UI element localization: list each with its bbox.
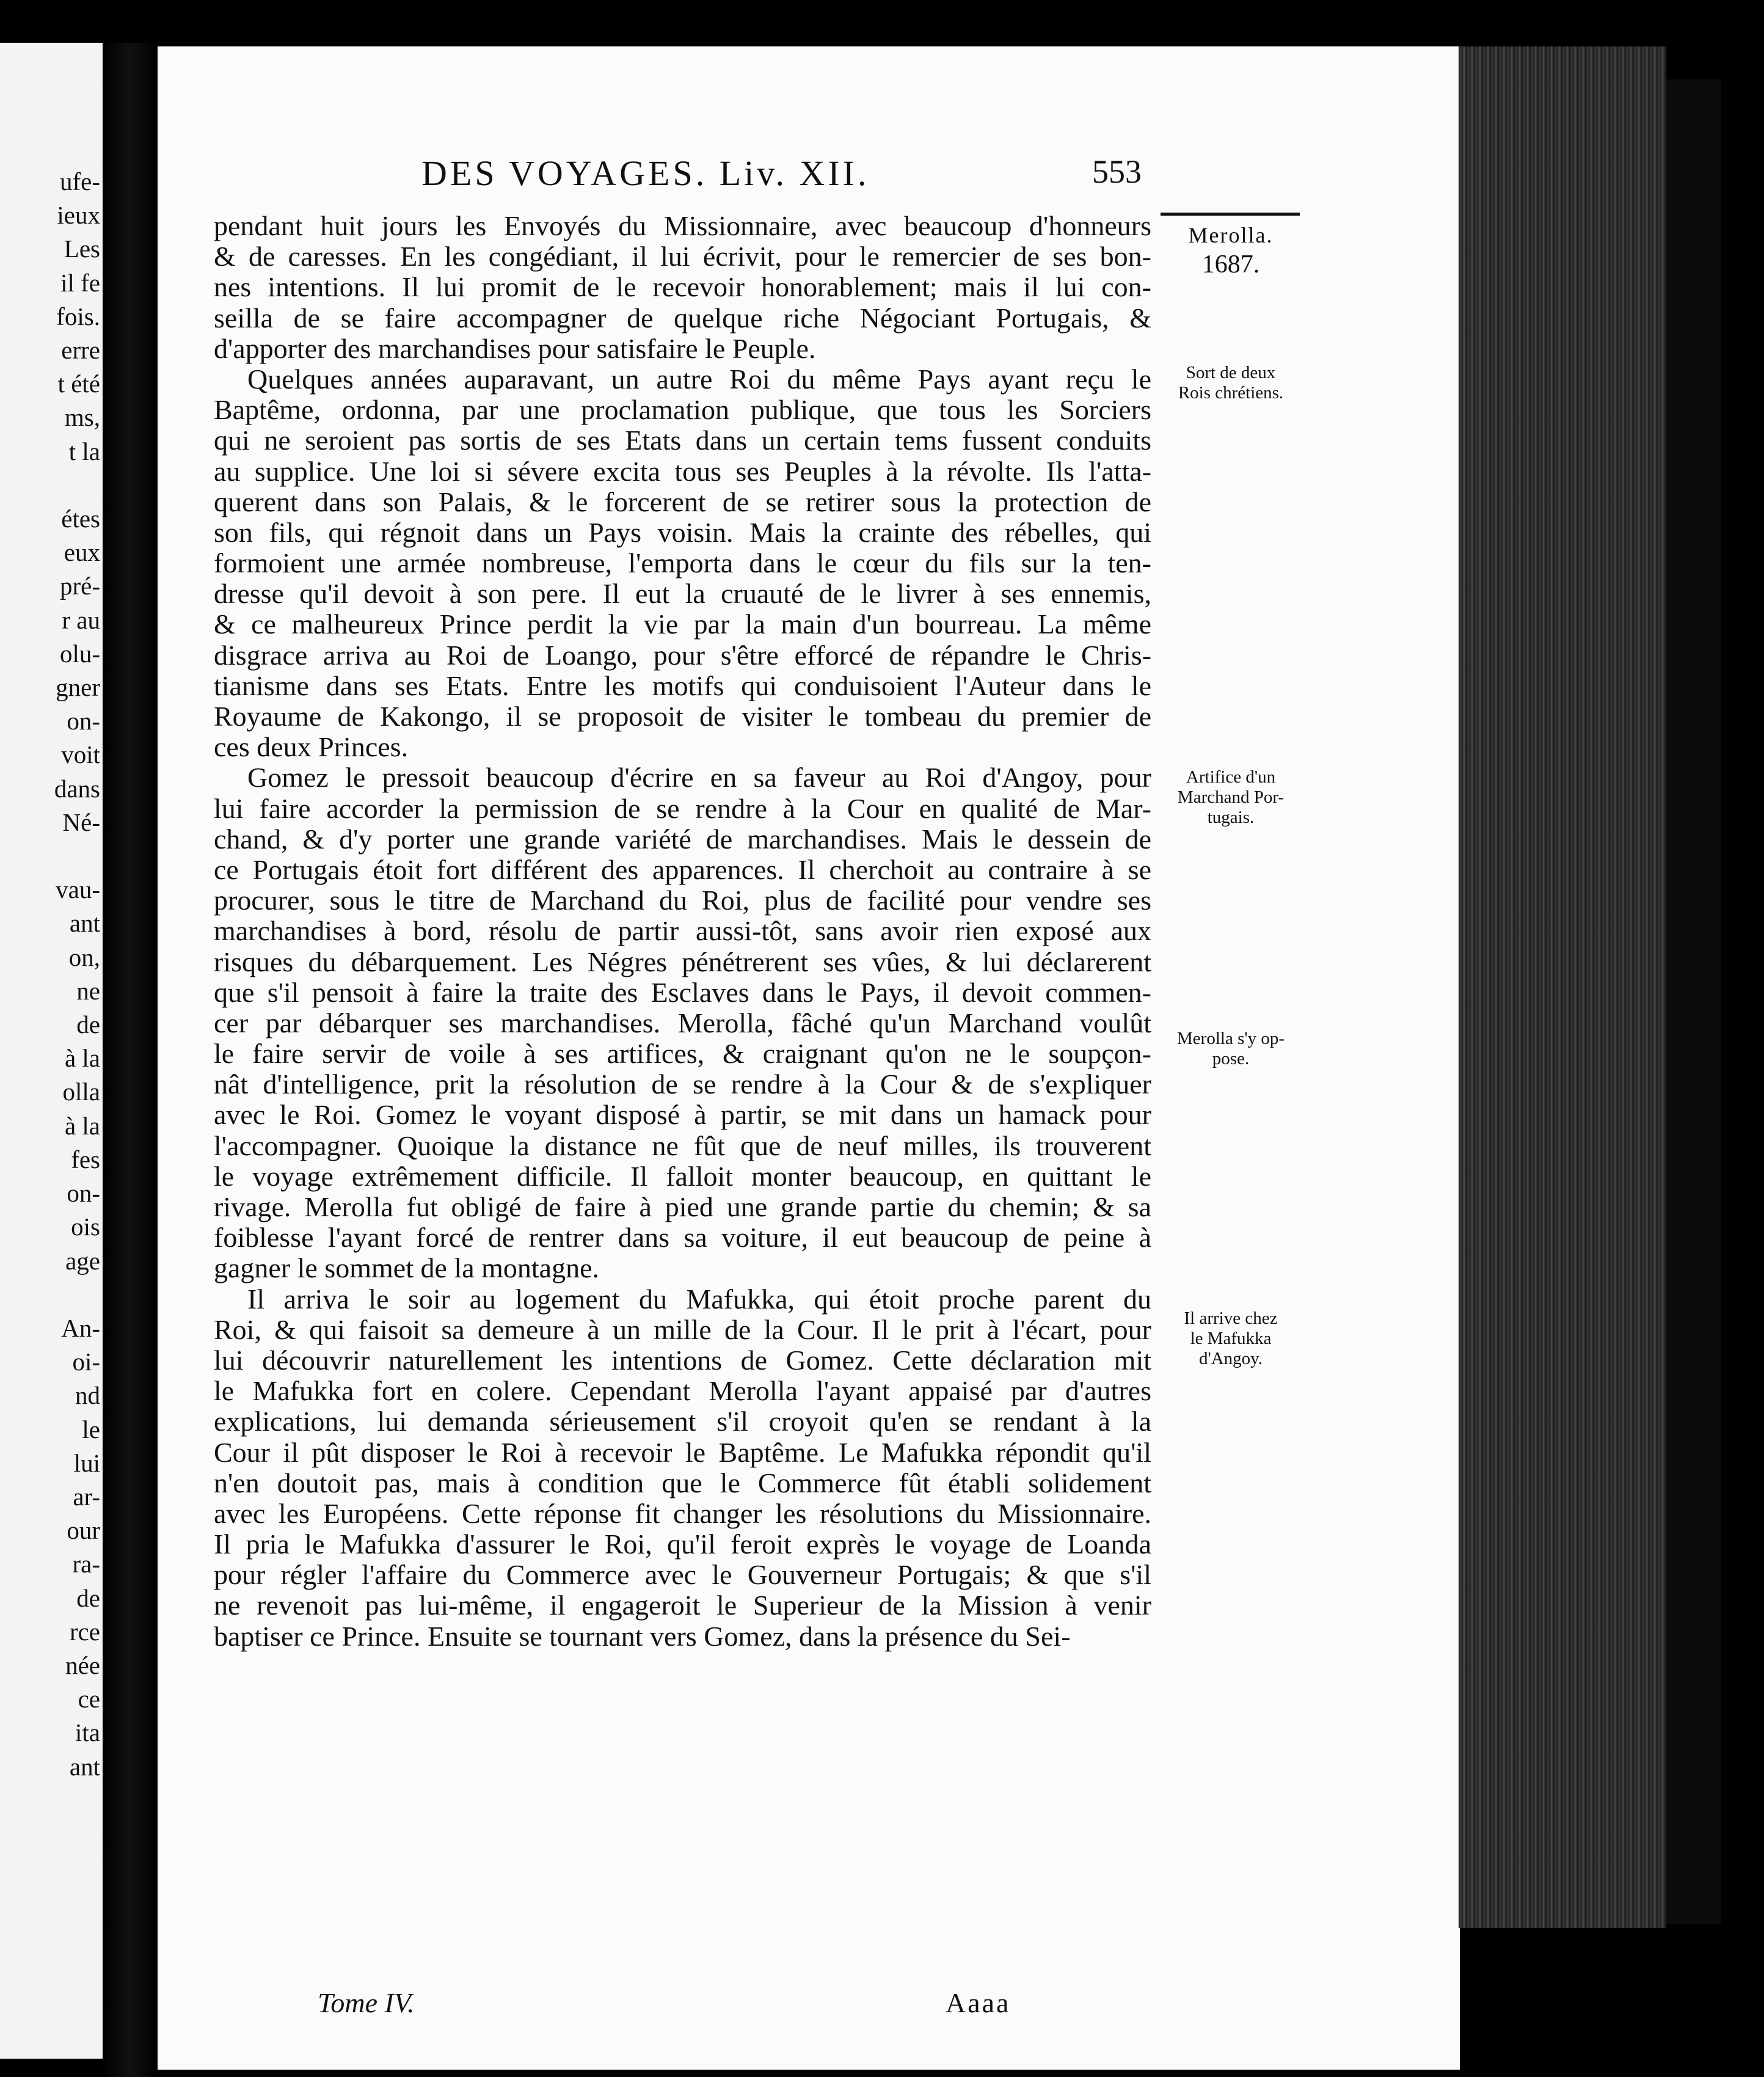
text-line: son fils, qui régnoit dans un Pays voisin. Mais la crainte des rébelles, qui xyxy=(214,516,1151,548)
text-line: au supplice. Une loi si sévere excita tous ses Peuples à la révolte. Ils l'atta- xyxy=(214,455,1151,487)
left-page-line: t été xyxy=(57,370,100,398)
left-page-line: ois xyxy=(71,1213,100,1241)
text-line: ces deux Princes. xyxy=(214,731,409,763)
left-page-line: à la xyxy=(64,1044,100,1073)
body-text xyxy=(214,211,1151,1652)
left-page-line xyxy=(54,1278,100,1312)
text-line: l'accompagner. Quoique la distance ne fût que de neuf milles, ils trouverent xyxy=(214,1130,1151,1161)
margin-note-line: Rois chrétiens. xyxy=(1178,383,1284,403)
text-line: avec les Européens. Cette réponse fit changer les résolutions du Missionnaire. xyxy=(214,1497,1151,1529)
text-line: explications, lui demanda sérieusement s'il croyoit qu'en se rendant à la xyxy=(214,1406,1151,1437)
left-page-line: voit xyxy=(61,740,100,769)
text-line: lui faire accorder la permission de se rendre à la Cour en qualité de Mar- xyxy=(214,792,1151,824)
page-edges xyxy=(1459,46,1666,1928)
left-page-line: t la xyxy=(68,437,100,465)
left-page-line: dans xyxy=(54,774,100,803)
margin-note-line: tugais. xyxy=(1207,808,1255,827)
left-page-line: ufe- xyxy=(59,167,100,195)
margin-rule xyxy=(1161,213,1300,216)
text-line: risques du débarquement. Les Négres pénétrerent ses vûes, & lui déclarerent xyxy=(214,946,1151,977)
margin-note-line: pose. xyxy=(1212,1049,1250,1068)
left-page-line: Les xyxy=(64,235,100,263)
left-page-line: ra- xyxy=(72,1550,100,1579)
left-page-line: Né- xyxy=(62,808,100,836)
left-page-fragment xyxy=(0,43,103,2059)
text-line: foiblesse l'ayant forcé de rentrer dans sa voiture, il eut beaucoup de peine à xyxy=(214,1222,1151,1254)
text-line: seilla de se faire accompagner de quelque riche Négociant Portugais, & xyxy=(214,302,1151,334)
page-number: 553 xyxy=(1092,153,1142,190)
margin-note xyxy=(1161,363,1301,403)
text-line: dresse qu'il devoit à son pere. Il eut la cruauté de le livrer à ses ennemis, xyxy=(214,578,1151,610)
left-page-line: lui xyxy=(73,1448,100,1477)
text-line: rivage. Merolla fut obligé de faire à pied une grande partie du chemin; & sa xyxy=(214,1191,1151,1222)
text-line: le Mafukka fort en colere. Cependant Merolla l'ayant appaisé par d'autres xyxy=(214,1375,1151,1407)
text-line: disgrace arriva au Roi de Loango, pour s'être efforcé de répandre le Chris- xyxy=(214,639,1151,671)
left-page-line: rce xyxy=(69,1617,100,1646)
text-line: le faire servir de voile à ses artifices, & craignant qu'on ne le soupçon- xyxy=(214,1038,1151,1070)
left-page-line: ar- xyxy=(73,1482,100,1511)
book-cover-edge xyxy=(1666,79,1721,1924)
left-page-line: ieux xyxy=(57,201,100,230)
left-page-line: on, xyxy=(68,943,100,971)
text-line: n'en doutoit pas, mais à condition que le Commerce fût établi solidement xyxy=(214,1467,1151,1498)
text-line: d'apporter des marchandises pour satisfaire le Peuple. xyxy=(214,332,816,364)
text-line: ce Portugais étoit fort différent des apparences. Il cherchoit au contraire à se xyxy=(214,853,1151,885)
text-line: baptiser ce Prince. Ensuite se tournant vers Gomez, dans la présence du Sei- xyxy=(214,1620,1071,1652)
left-page-line: étes xyxy=(61,505,100,533)
left-page-line: on- xyxy=(67,1179,100,1208)
margin-note-line: Sort de deux xyxy=(1186,363,1276,382)
left-page-line: ce xyxy=(78,1685,100,1714)
text-line: gagner le sommet de la montagne. xyxy=(214,1252,600,1284)
text-line: Quelques années auparavant, un autre Roi du même Pays ayant reçu le xyxy=(247,363,1151,395)
margin-note-line: Merolla s'y op- xyxy=(1177,1029,1285,1048)
margin-note-line: le Mafukka xyxy=(1190,1329,1272,1348)
text-line: pendant huit jours les Envoyés du Missionnaire, avec beaucoup d'honneurs xyxy=(214,210,1151,241)
left-page-line: erre xyxy=(61,336,100,365)
margin-note xyxy=(1161,1029,1301,1069)
text-line: chand, & d'y porter une grande variété de marchandises. Mais le dessein de xyxy=(214,823,1151,855)
left-page-line: le xyxy=(82,1415,100,1444)
text-line: le voyage extrêmement difficile. Il falloit monter beaucoup, en quittant le xyxy=(214,1160,1151,1192)
margin-note-line: Il arrive chez xyxy=(1184,1309,1278,1328)
text-line: & de caresses. En les congédiant, il lui écrivit, pour le remercier de ses bon- xyxy=(214,241,1151,272)
left-page-line: ne xyxy=(76,976,100,1005)
left-page-line: our xyxy=(67,1516,100,1545)
text-line: nât d'intelligence, prit la résolution de se rendre à la Cour & de s'expliquer xyxy=(214,1068,1151,1100)
volume-label: Tome IV. xyxy=(318,1987,415,2018)
margin-note-line: Artifice d'un xyxy=(1186,767,1276,787)
left-page-line: eux xyxy=(64,538,100,567)
text-line: marchandises à bord, résolu de partir aussi-tôt, sans avoir rien exposé aux xyxy=(214,915,1151,947)
margin-year: 1687. xyxy=(1201,250,1260,279)
text-line: nes intentions. Il lui promit de le recevoir honorablement; mais il lui con- xyxy=(214,271,1151,303)
text-line: Cour il pût disposer le Roi à recevoir le Baptême. Le Mafukka répondit qu'il xyxy=(214,1436,1151,1468)
left-page-line: de xyxy=(76,1010,100,1039)
text-line: querent dans son Palais, & le forcerent de se retirer sous la protection de xyxy=(214,486,1151,517)
left-page-line: olla xyxy=(62,1078,100,1106)
margin-note xyxy=(1161,1309,1301,1369)
left-page-line: de xyxy=(76,1583,100,1612)
left-page-line: An- xyxy=(61,1313,100,1342)
left-page-text xyxy=(54,165,100,1784)
left-page-line: ita xyxy=(75,1718,100,1747)
left-page-line: née xyxy=(65,1651,100,1679)
running-head: DES VOYAGES. Liv. XII. xyxy=(421,153,870,193)
margin-author: Merolla. xyxy=(1188,223,1274,247)
text-line: & ce malheureux Prince perdit la vie par la main d'un bourreau. La même xyxy=(214,608,1151,640)
left-page-line xyxy=(54,469,100,502)
text-line: ne revenoit pas lui-même, il engageroit le Superieur de la Mission à venir xyxy=(214,1590,1151,1621)
left-page-line: olu- xyxy=(59,639,100,668)
text-line: avec le Roi. Gomez le voyant disposé à partir, se mit dans un hamack pour xyxy=(214,1099,1151,1131)
left-page-line: fois. xyxy=(56,302,100,330)
text-line: formoient une armée nombreuse, l'emporta dans le cœur du fils sur la ten- xyxy=(214,547,1151,579)
left-page-line: à la xyxy=(64,1111,100,1140)
left-page-line: ms, xyxy=(64,403,100,432)
text-line: lui découvrir naturellement les intentions de Gomez. Cette déclaration mit xyxy=(214,1344,1151,1376)
left-page-line xyxy=(54,839,100,873)
margin-note-line: d'Angoy. xyxy=(1198,1349,1263,1368)
left-page-line: gner xyxy=(56,673,100,702)
left-page-line: fes xyxy=(71,1145,100,1174)
margin-note xyxy=(1161,767,1301,828)
left-page-line: pré- xyxy=(59,572,100,600)
text-line: pour régler l'affaire du Commerce avec le Gouverneur Portugais; & que s'il xyxy=(214,1559,1151,1591)
left-page-line: on- xyxy=(67,707,100,736)
left-page-line: ant xyxy=(69,1752,100,1781)
text-line: Baptême, ordonna, par une proclamation publique, que tous les Sorciers xyxy=(214,394,1151,426)
text-line: que s'il pensoit à faire la traite des Esclaves dans le Pays, il devoit commen- xyxy=(214,976,1151,1008)
text-line: Roi, & qui faisoit sa demeure à un mille de la Cour. Il le prit à l'écart, pour xyxy=(214,1313,1151,1345)
text-line: procurer, sous le titre de Marchand du Roi, plus de facilité pour vendre ses xyxy=(214,885,1151,916)
left-page-line: oi- xyxy=(72,1348,100,1376)
text-line: qui ne seroient pas sortis de ses Etats dans un certain tems fussent conduits xyxy=(214,425,1151,456)
left-page-line: vau- xyxy=(56,875,100,904)
margin-note-line: Marchand Por- xyxy=(1177,787,1285,807)
left-page-line: ant xyxy=(69,909,100,938)
left-page-line: nd xyxy=(75,1381,100,1410)
text-line: cer par débarquer ses marchandises. Merolla, fâché qu'un Marchand voulût xyxy=(214,1007,1151,1038)
text-line: tianisme dans ses Etats. Entre les motifs qui conduisoient l'Auteur dans le xyxy=(214,670,1151,701)
left-page-line: il fe xyxy=(60,268,100,297)
text-line: Royaume de Kakongo, il se proposoit de visiter le tombeau du premier de xyxy=(214,701,1151,732)
signature-mark: Aaaa xyxy=(946,1987,1011,2018)
text-line: Gomez le pressoit beaucoup d'écrire en sa faveur au Roi d'Angoy, pour xyxy=(247,762,1151,794)
left-page-line: r au xyxy=(62,605,100,634)
text-line: Il pria le Mafukka d'assurer le Roi, qu'il feroit exprès le voyage de Loanda xyxy=(214,1528,1151,1560)
book-gutter xyxy=(103,43,158,2077)
text-line: Il arriva le soir au logement du Mafukka, qui étoit proche parent du xyxy=(247,1283,1151,1315)
left-page-line: age xyxy=(65,1246,100,1275)
